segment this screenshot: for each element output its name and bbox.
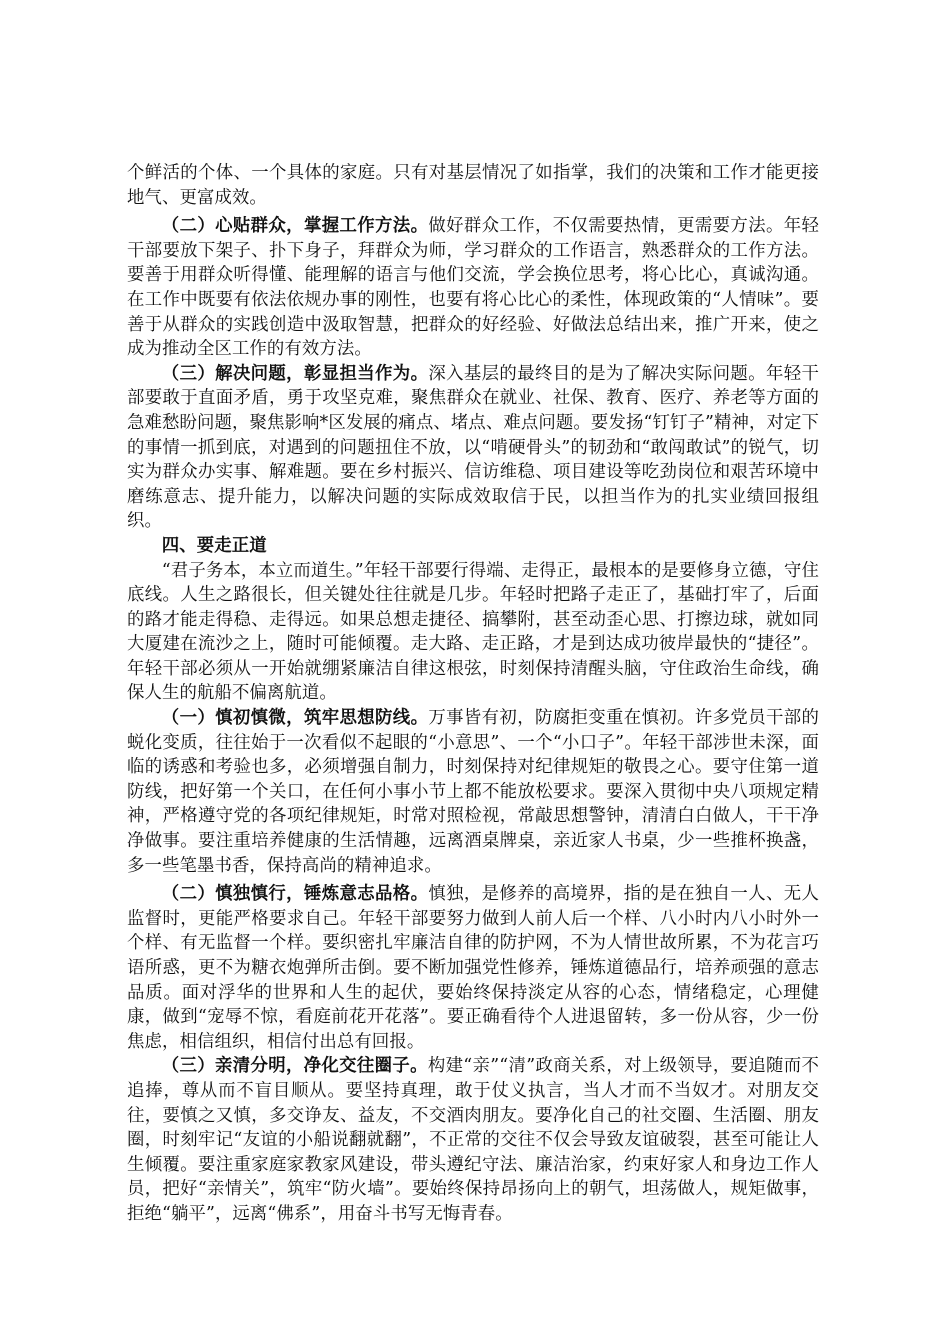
paragraph-text: 个鲜活的个体、一个具体的家庭。只有对基层情况了如指掌，我们的决策和工作才能更接地气、更富成效。	[127, 163, 819, 208]
paragraph-text: 慎独，是修养的高境界，指的是在独自一人、无人监督时，更能严格要求自己。年轻干部要努力做到人前人后一个样、八小时内八小时外一个样、有无监督一个样。要织密扎牢廉洁自律的防护网，不为人情世故所累，不为花言巧语所惑，更不为糖衣炮弹所击倒。要不断加强党性修养，锤炼道德品行，培养顽强的意志品质。面对浮华的世界和人生的起伏，要始终保持淡定从容的心态，情绪稳定，心理健康，做到“宠辱不惊，看庭前花开花落”。要正确看待个人进退留转，多一份从容，少一份焦虑，相信组织，相信付出总有回报。	[127, 884, 819, 1052]
paragraph-lead: （二）慎独慎行，锤炼意志品格。	[161, 884, 429, 905]
paragraph-lead: （三）解决问题，彰显担当作为。	[161, 363, 429, 384]
document-page	[127, 161, 819, 1227]
paragraph-subsection-1	[127, 706, 819, 878]
paragraph-lead: （二）心贴群众，掌握工作方法。	[161, 216, 429, 237]
paragraph-subsection-3	[127, 1054, 819, 1226]
paragraph-section-3	[127, 362, 819, 534]
paragraph-section-2	[127, 214, 819, 362]
paragraph-lead: （三）亲清分明，净化交往圈子。	[161, 1056, 428, 1077]
paragraph-lead: （一）慎初慎微，筑牢思想防线。	[161, 708, 429, 729]
paragraph-continuation	[127, 161, 819, 210]
paragraph-text: 构建“亲”“清”政商关系，对上级领导，要追随而不追捧，尊从而不盲目顺从。要坚持真理，敢于仗义执言，当人才而不当奴才。对朋友交往，要慎之又慎，多交诤友、益友，不交酒肉朋友。要净化自己的社交圈、生活圈、朋友圈，时刻牢记“友谊的小船说翻就翻”，不正常的交往不仅会导致友谊破裂，甚至可能让人生倾覆。要注重家庭家教家风建设，带头遵纪守法、廉洁治家，约束好家人和身边工作人员，把好“亲情关”，筑牢“防火墙”。要始终保持昂扬向上的朝气，坦荡做人，规矩做事，拒绝“躺平”，远离“佛系”，用奋斗书写无悔青春。	[127, 1056, 819, 1224]
paragraph-text: 万事皆有初，防腐拒变重在慎初。许多党员干部的蜕化变质，往往始于一次看似不起眼的“小意思”、一个“小口子”。年轻干部涉世未深，面临的诱惑和考验也多，必须增强自制力，时刻保持对纪律规矩的敬畏之心。要守住第一道防线，把好第一个关口，在任何小事小节上都不能放松要求。要深入贯彻中央八项规定精神，严格遵守党的各项纪律规矩，时常对照检视，常敲思想警钟，清清白白做人，干干净净做事。要注重培养健康的生活情趣，远离酒桌牌桌，亲近家人书桌，少一些推杯换盏，多一些笔墨书香，保持高尚的精神追求。	[127, 708, 819, 876]
paragraph-intro	[127, 559, 819, 707]
paragraph-text: 深入基层的最终目的是为了解决实际问题。年轻干部要敢于直面矛盾，勇于攻坚克难，聚焦群众在就业、社保、教育、医疗、养老等方面的急难愁盼问题，聚焦影响*区发展的痛点、堵点、难点问题。要发扬“钉钉子”精神，对定下的事情一抓到底，对遇到的问题扭住不放，以“啃硬骨头”的韧劲和“敢闯敢试”的锐气，切实为群众办实事、解难题。要在乡村振兴、信访维稳、项目建设等吃劲岗位和艰苦环境中磨练意志、提升能力，以解决问题的实际成效取信于民，以担当作为的扎实业绩回报组织。	[127, 363, 819, 532]
paragraph-subsection-2	[127, 882, 819, 1054]
section-heading: 四、要走正道	[161, 535, 267, 556]
paragraph-text: 做好群众工作，不仅需要热情，更需要方法。年轻干部要放下架子、扑下身子，拜群众为师，学习群众的工作语言，熟悉群众的工作方法。要善于用群众听得懂、能理解的语言与他们交流，学会换位思考，将心比心，真诚沟通。在工作中既要有依法依规办事的刚性，也要有将心比心的柔性，体现政策的“人情味”。要善于从群众的实践创造中汲取智慧，把群众的好经验、好做法总结出来，推广开来，使之成为推动全区工作的有效方法。	[127, 216, 819, 360]
paragraph-text: “君子务本，本立而道生。”年轻干部要行得端、走得正，最根本的是要修身立德，守住底线。人生之路很长，但关键处往往就是几步。年轻时把路子走正了，基础打牢了，后面的路才能走得稳、走得远。如果总想走捷径、搞攀附，甚至动歪心思、打擦边球，就如同大厦建在流沙之上，随时可能倾覆。走大路、走正路，才是到达成功彼岸最快的“捷径”。年轻干部必须从一开始就绷紧廉洁自律这根弦，时刻保持清醒头脑，守住政治生命线，确保人生的航船不偏离航道。	[127, 560, 819, 704]
